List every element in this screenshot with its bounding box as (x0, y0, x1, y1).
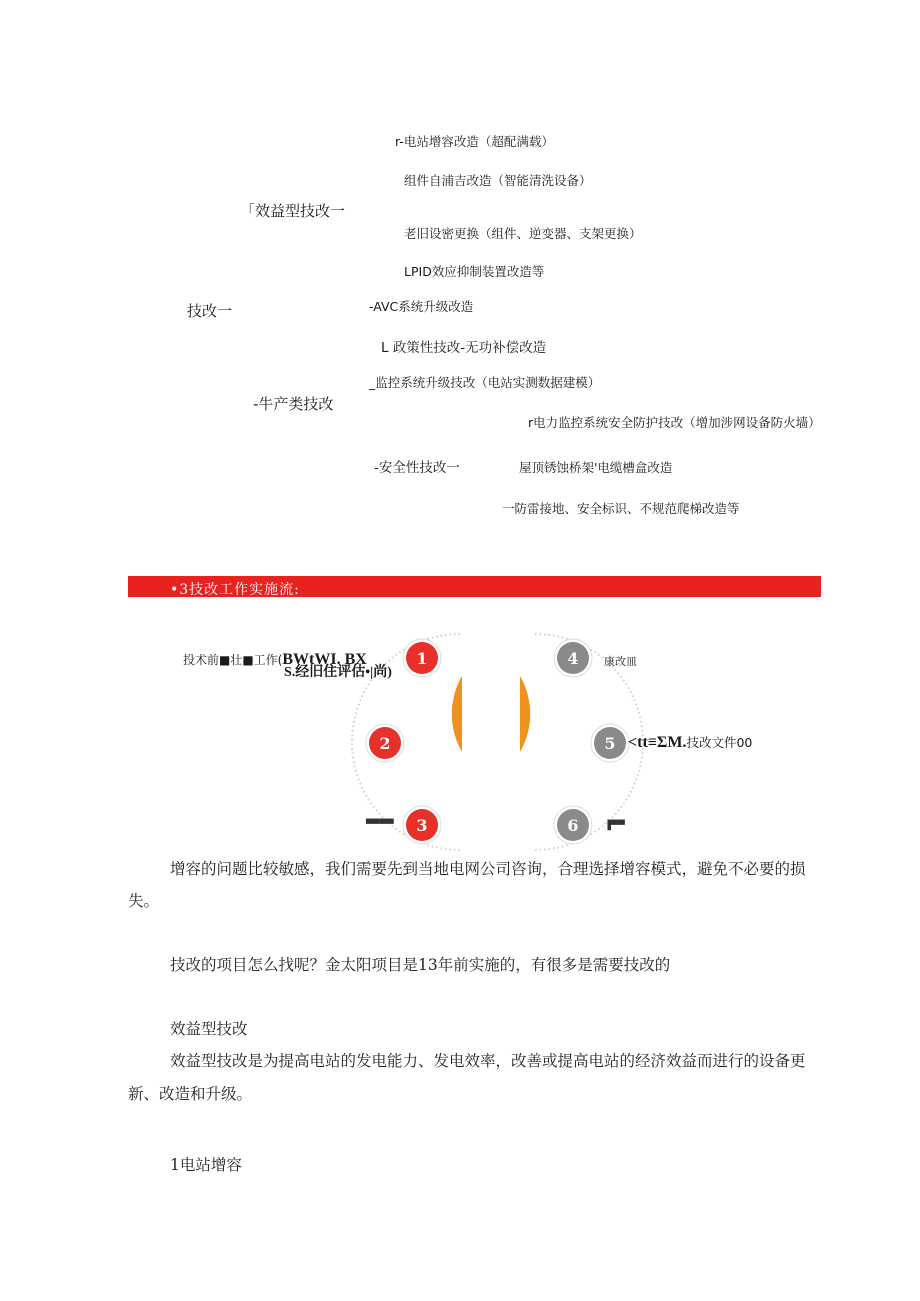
step-2-number: 2 (379, 734, 391, 753)
orange-right-half (520, 676, 530, 752)
step-6-circle (554, 806, 592, 844)
step-3-circle (403, 806, 441, 844)
paragraph-1-line-2: 失。 (128, 892, 160, 910)
orange-left-half (452, 676, 462, 752)
paragraph-3-line-1: 效益型技改是为提高电站的发电能力、发电效率，改善或提高电站的经济效益而进行的设备更 (170, 1052, 806, 1070)
tree-root: 技改一 (187, 302, 233, 320)
step-5-circle (591, 724, 629, 762)
step1-label-code: BWtWI. BX (282, 651, 367, 668)
step-4-circle (554, 639, 592, 677)
paragraph-3-line-2: 新、改造和升级。 (128, 1085, 253, 1103)
step-4-number: 4 (567, 649, 579, 668)
paragraph-2: 技改的项目怎么找呢？金太阳项目是13年前实施的，有很多是需要技改的 (170, 956, 671, 974)
production-item-1: _监控系统升级技改（电站实测数据建模） (369, 375, 601, 390)
benefit-branch-label (240, 204, 345, 219)
safety-item-2: 屋顶锈蚀桥架'电缆槽盒改造 (519, 460, 673, 475)
safety-branch-label: -安全性技改一 (374, 460, 460, 476)
safety-item-1: r电力监控系统安全防护技改（增加涉网设备防火墙） (528, 415, 821, 430)
step1-label-cn: 投术前■壮■工作( (183, 653, 283, 667)
benefit-item-1: r-电站增容改造（超配满载） (395, 134, 554, 149)
step5-label-code: <tt≡ΣM. (628, 734, 687, 751)
step-5-number: 5 (604, 734, 616, 753)
section-band-title: •3技改工作实施流: (170, 582, 300, 598)
safety-item-3: 一防雷接地、安全标识、不规范爬梯改造等 (502, 501, 740, 516)
benefit-item-3: 老旧设密更换（组件、逆变器、支架更换） (404, 226, 642, 241)
step6-label: ▐▀▀ (604, 821, 625, 831)
production-branch-label: -牛产类技改 (253, 395, 334, 413)
bracket-prefix: 「 (240, 202, 256, 220)
heading-capacity-increase: 1电站增容 (170, 1156, 242, 1174)
benefit-item-4: LPID效应抑制装置改造等 (404, 264, 545, 279)
step-1-circle (403, 639, 441, 677)
step-3-number: 3 (416, 816, 428, 835)
benefit-label: 效益型技改一 (255, 202, 346, 220)
step4-label: 康改皿 (604, 655, 637, 668)
step2-label-text: S.经旧住评估•|尚) (284, 665, 392, 680)
paragraph-1-line-1: 增容的问题比较敏感，我们需要先到当地电网公司咨询，合理选择增容模式，避免不必要的损 (170, 860, 806, 878)
step5-label (628, 735, 752, 751)
policy-branch-label: L 政策性技改-无功补偿改造 (381, 340, 547, 356)
heading-benefit-techrefit: 效益型技改 (170, 1020, 248, 1038)
benefit-item-2: 组件自浦吉改造（智能清洗设备） (404, 173, 592, 188)
step5-label-cn: 技改文件00 (686, 735, 753, 750)
step-2-circle (366, 724, 404, 762)
step2-label (284, 666, 392, 680)
section-band (128, 576, 821, 597)
step3-label: ▀▀▀▀ (366, 820, 394, 830)
step-1-number: 1 (416, 649, 428, 668)
step-6-number: 6 (567, 816, 579, 835)
policy-item-avc: -AVC系统升级改造 (369, 299, 474, 314)
